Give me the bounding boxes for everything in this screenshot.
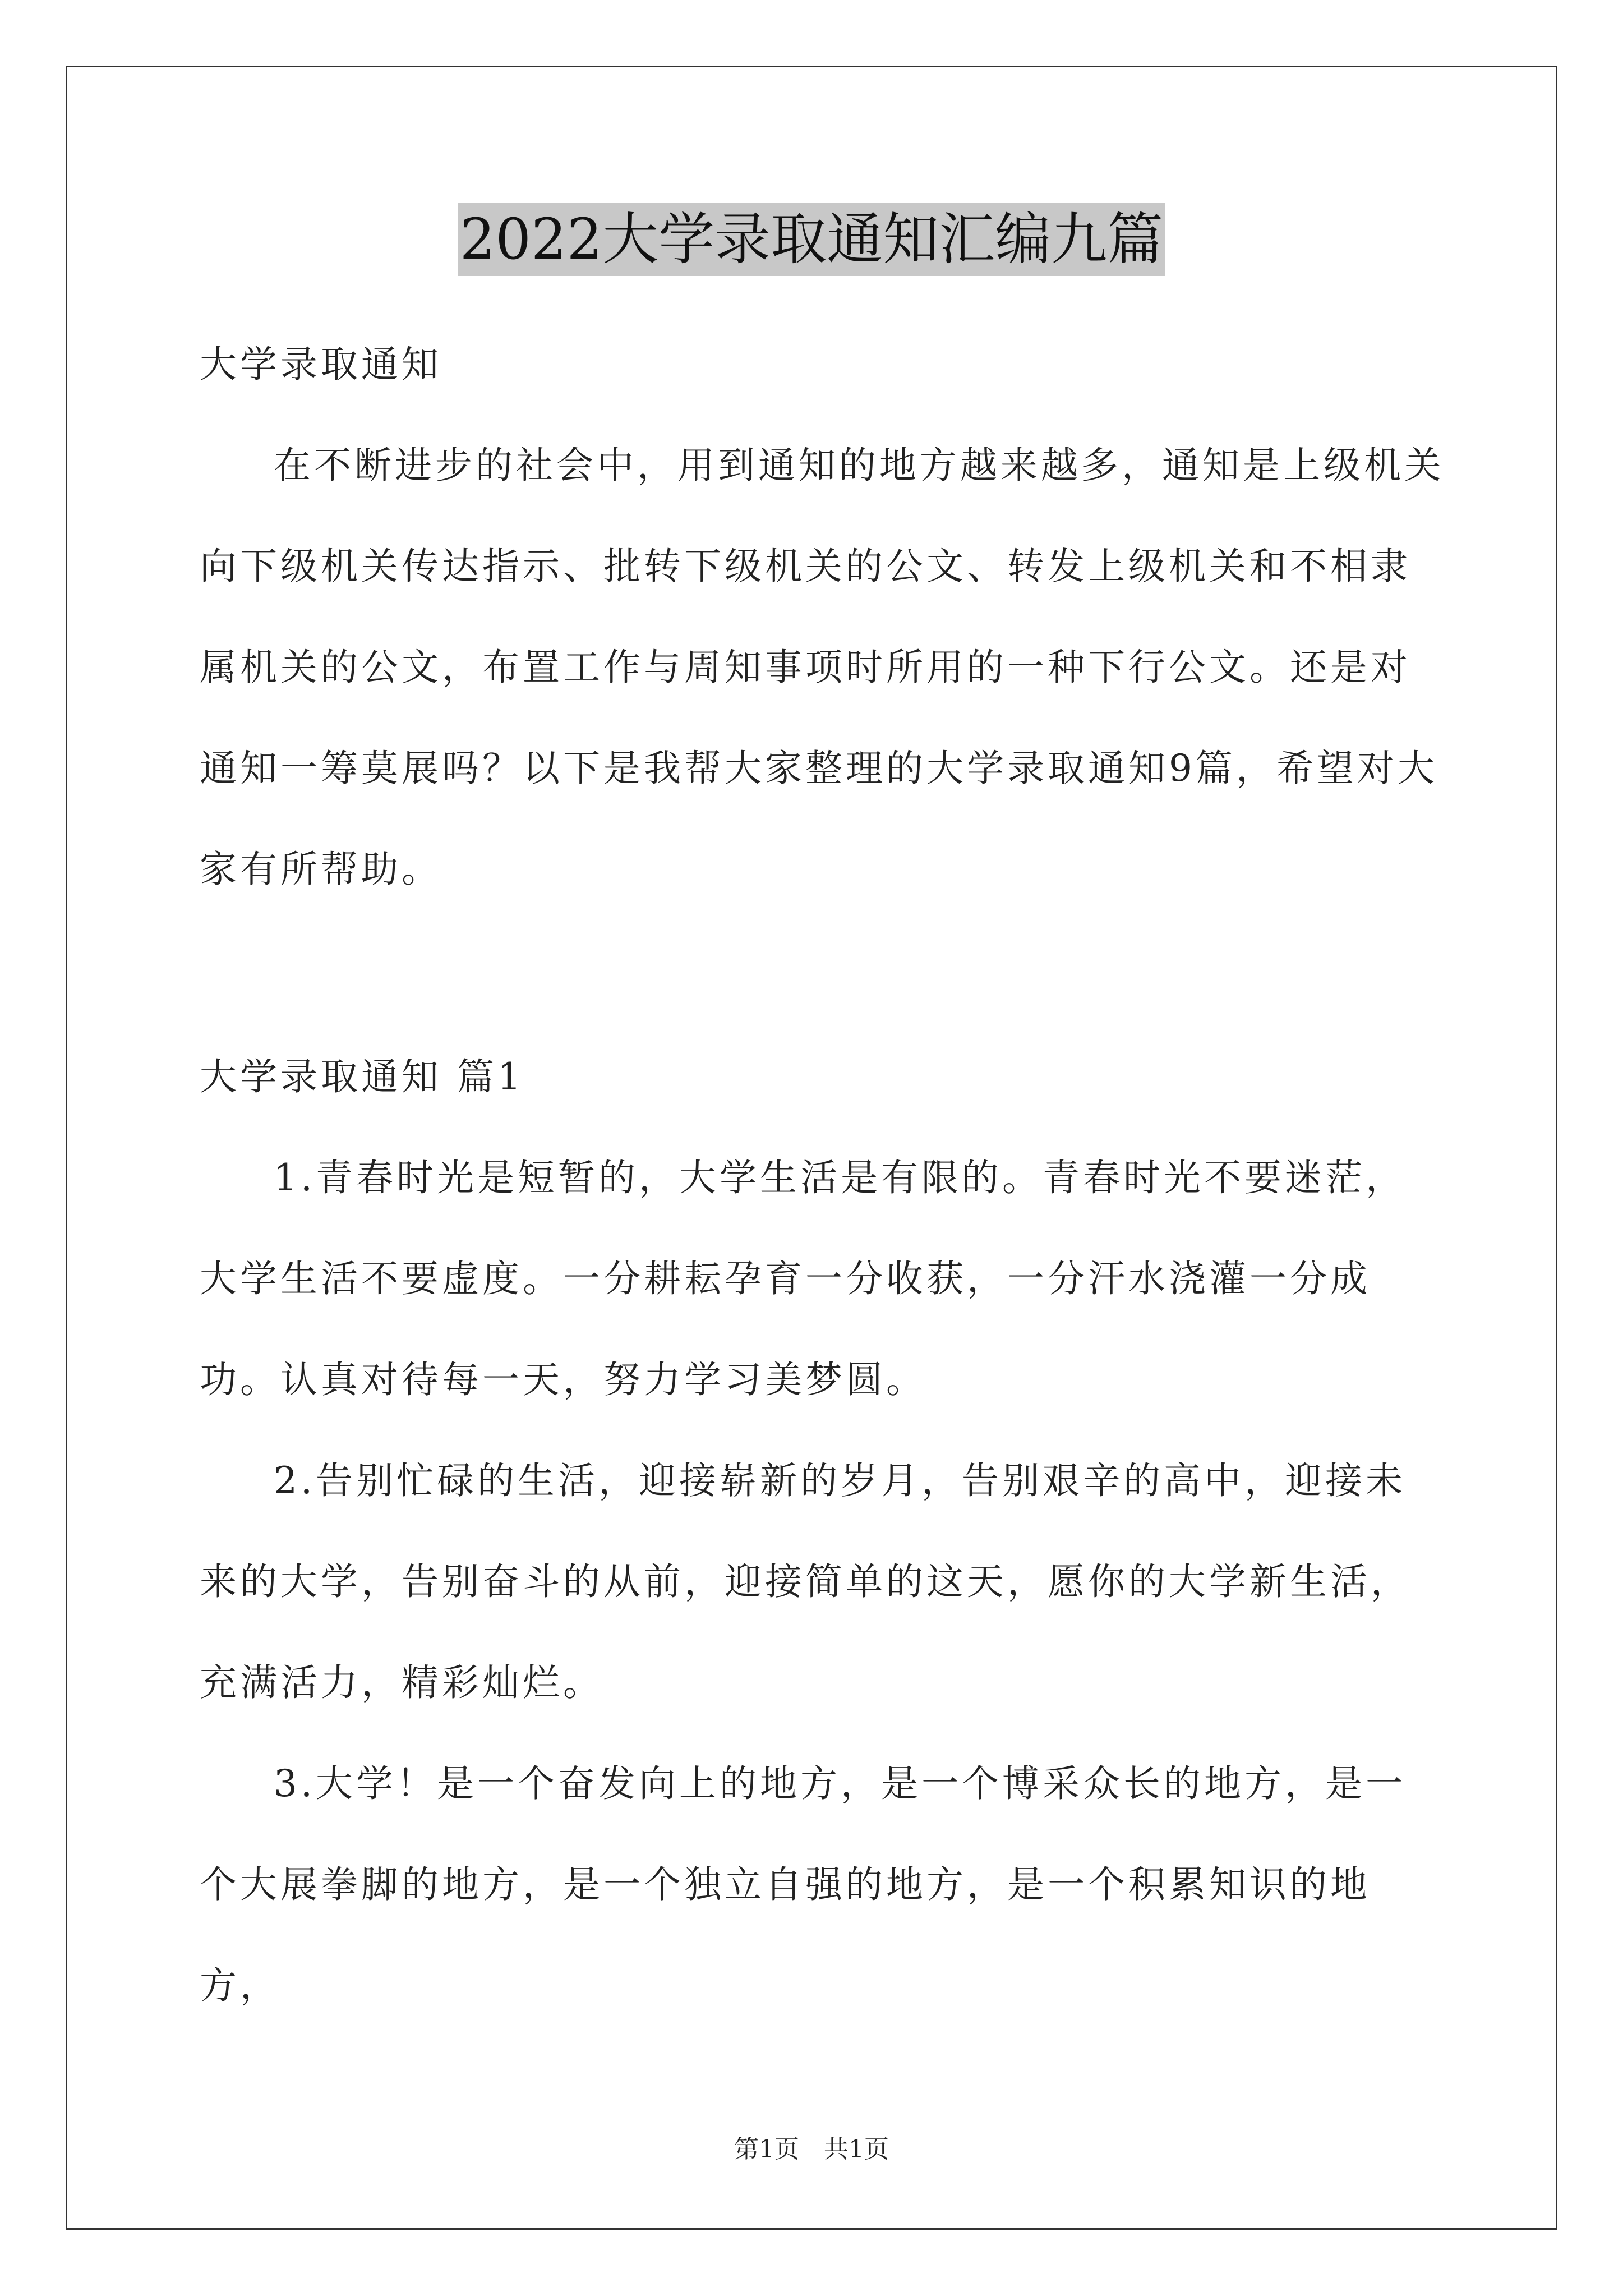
- list-item: 1.青春时光是短暂的，大学生活是有限的。青春时光不要迷茫，大学生活不要虚度。一分耕耘孕育一分收获，一分汗水浇灌一分成功。认真对待每一天，努力学习美梦圆。: [200, 1156, 1406, 1401]
- list-item: 2.告别忙碌的生活，迎接崭新的岁月，告别艰辛的高中，迎接未来的大学，告别奋斗的从前，迎接简单的这天，愿你的大学新生活，充满活力，精彩灿烂。: [200, 1459, 1411, 1704]
- section-spacer: [200, 920, 1445, 1027]
- document-title: 2022大学录取通知汇编九篇: [458, 203, 1166, 276]
- page-footer: 第1页 共1页: [734, 2135, 889, 2164]
- intro-paragraph: 在不断进步的社会中，用到通知的地方越来越多，通知是上级机关向下级机关传达指示、批转下级机关的公文、转发上级机关和不相隶属机关的公文，布置工作与周知事项时所用的一种下行公文。还是对通知一筹莫展吗？以下是我帮大家整理的大学录取通知9篇，希望对大家有所帮助。: [200, 444, 1445, 891]
- section-heading: 大学录取通知 篇1: [200, 1055, 524, 1098]
- title-container: [0, 203, 1623, 276]
- intro-heading: 大学录取通知: [200, 343, 442, 386]
- document-body: [200, 314, 1445, 2036]
- list-item: 3.大学！是一个奋发向上的地方，是一个博采众长的地方，是一个大展拳脚的地方，是一个独立自强的地方，是一个积累知识的地方，: [200, 1762, 1406, 2007]
